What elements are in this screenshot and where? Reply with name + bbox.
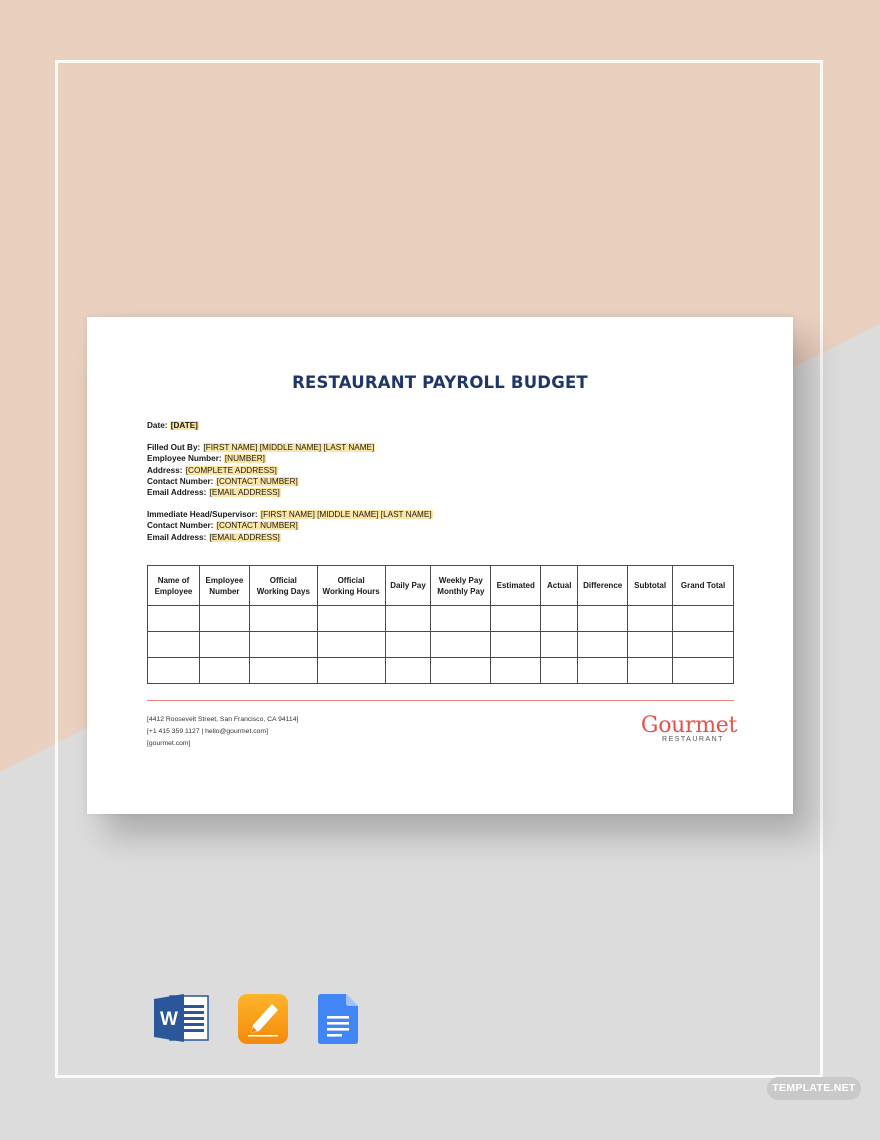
contact-number-label: Contact Number: [147,476,214,486]
contact-number-value: [CONTACT NUMBER] [216,476,298,486]
column-header [673,566,734,606]
table-cell[interactable] [491,632,541,658]
footer-address: [4412 Roosevelt Street, San Francisco, CA 94114] [147,716,299,723]
table-cell[interactable] [628,632,673,658]
table-cell[interactable] [148,606,200,632]
footer-website: [gourmet.com] [147,740,191,748]
address-row [147,465,707,476]
footer-info [147,714,298,751]
column-header [541,566,578,606]
column-header-line: Name of [157,575,190,585]
table-cell[interactable] [628,606,673,632]
supervisor-row [147,509,707,520]
table-cell[interactable] [431,658,491,684]
supervisor-email-label: Email Address: [147,532,207,542]
column-header [148,566,200,606]
footer-contact: [+1 415 359 1127 | hello@gourmet.com] [147,728,268,736]
column-header [199,566,249,606]
table-cell[interactable] [199,632,249,658]
date-value: [DATE] [170,421,198,430]
filled-out-by-value: [FIRST NAME] [MIDDLE NAME] [LAST NAME] [203,443,375,453]
employee-number-label: Employee Number: [147,454,222,464]
column-header-line: Monthly Pay [437,586,485,596]
table-body [148,606,734,684]
table-cell[interactable] [317,606,385,632]
column-header-line: Working Hours [322,586,380,596]
column-header-line: Subtotal [634,581,667,590]
address-value: [COMPLETE ADDRESS] [185,465,277,475]
gourmet-logo [639,713,739,743]
table-cell[interactable] [541,658,578,684]
column-header [628,566,673,606]
table-cell[interactable] [249,606,317,632]
column-header [317,566,385,606]
supervisor-contact-label: Contact Number: [147,521,214,531]
payroll-table [147,565,734,684]
supervisor-contact-value: [CONTACT NUMBER] [216,521,298,531]
supervisor-value: [FIRST NAME] [MIDDLE NAME] [LAST NAME] [260,510,432,520]
column-header-line: Number [209,586,240,596]
email-row [147,487,707,498]
table-cell[interactable] [385,632,431,658]
table-cell[interactable] [541,632,578,658]
date-row [147,420,707,431]
table-cell[interactable] [249,658,317,684]
column-header [578,566,628,606]
supervisor-email-value: [EMAIL ADDRESS] [209,532,280,542]
document-title: RESTAURANT PAYROLL BUDGET [292,373,588,392]
date-label: Date: [147,421,168,430]
table-row [148,632,734,658]
table-row [148,658,734,684]
google-docs-icon[interactable] [318,994,358,1044]
table-cell[interactable] [249,632,317,658]
column-header [431,566,491,606]
column-header-line: Grand Total [680,581,726,590]
column-header [249,566,317,606]
logo-sub-text: RESTAURANT [662,736,724,743]
filled-out-by-row [147,442,707,453]
supervisor-label: Immediate Head/Supervisor: [147,510,258,520]
filled-out-by-label: Filled Out By: [147,443,201,453]
supervisor-contact-row [147,520,707,531]
table-header-row [148,566,734,606]
logo-main-text: Gourmet [640,713,738,738]
table-cell[interactable] [491,606,541,632]
template-watermark: TEMPLATE.NET [767,1077,861,1100]
table-cell[interactable] [148,632,200,658]
table-cell[interactable] [578,658,628,684]
email-value: [EMAIL ADDRESS] [209,488,280,498]
form-fields [147,420,707,543]
table-cell[interactable] [578,606,628,632]
pages-icon[interactable] [238,994,288,1044]
word-icon[interactable] [154,993,210,1043]
column-header-line: Daily Pay [390,581,426,590]
table-cell[interactable] [673,632,734,658]
table-cell[interactable] [385,658,431,684]
table-cell[interactable] [491,658,541,684]
column-header-line: Weekly Pay [438,575,483,585]
column-header [385,566,431,606]
contact-number-row [147,476,707,487]
column-header-line: Official [269,575,297,585]
table-cell[interactable] [199,658,249,684]
column-header-line: Employee [154,586,193,596]
column-header-line: Actual [546,581,572,590]
employee-number-value: [NUMBER] [224,454,265,464]
column-header-line: Working Days [256,586,310,596]
employee-number-row [147,453,707,464]
column-header-line: Difference [583,581,623,590]
column-header-line: Official [337,575,365,585]
address-label: Address: [147,465,183,475]
table-cell[interactable] [199,606,249,632]
column-header-line: Employee [205,575,244,585]
table-cell[interactable] [673,658,734,684]
supervisor-email-row [147,532,707,543]
table-row [148,606,734,632]
table-cell[interactable] [628,658,673,684]
column-header-line: Estimated [496,581,535,590]
table-cell[interactable] [317,658,385,684]
document-page [87,317,793,814]
footer-divider [147,700,734,701]
table-cell[interactable] [673,606,734,632]
table-cell[interactable] [541,606,578,632]
table-cell[interactable] [431,606,491,632]
table-cell[interactable] [385,606,431,632]
word-letter: W [160,1009,178,1030]
table-cell[interactable] [148,658,200,684]
email-label: Email Address: [147,488,207,498]
column-header [491,566,541,606]
table-cell[interactable] [431,632,491,658]
table-cell[interactable] [317,632,385,658]
table-cell[interactable] [578,632,628,658]
